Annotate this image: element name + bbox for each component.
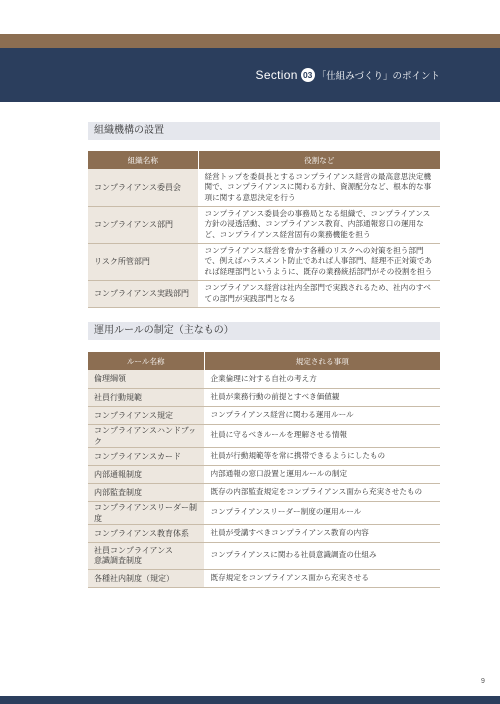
table-row (88, 206, 440, 243)
table-row (88, 465, 440, 483)
table-row (88, 406, 440, 424)
page-number: 9 (481, 678, 485, 685)
rule-content-cell: 既存規定をコンプライアンス面から充実させる (204, 569, 440, 587)
section-title: 「仕組みづくり」のポイント (316, 71, 440, 82)
section-word: Section (255, 68, 298, 82)
section-header (0, 48, 500, 102)
table-row (88, 424, 440, 447)
org-role-cell: 経営トップを委員長とするコンプライアンス経営の最高意思決定機関で、コンプライアンスに関わる方針、資源配分など、根本的な事項に関する意思決定を行う (198, 169, 440, 206)
org-col-header-role: 役割など (198, 151, 440, 169)
table-row (88, 370, 440, 388)
top-accent-band (0, 34, 500, 48)
rule-name-cell: コンプライアンスハンドブック (88, 424, 204, 447)
org-name-cell: リスク所管部門 (88, 243, 198, 280)
rule-name-cell: 倫理綱領 (88, 370, 204, 388)
org-name-cell: コンプライアンス委員会 (88, 169, 198, 206)
table-row (88, 447, 440, 465)
table-row (88, 569, 440, 587)
rule-col-header-name: ルール名称 (88, 352, 204, 370)
table-row (88, 388, 440, 406)
org-table (88, 151, 440, 308)
org-name-cell: コンプライアンス部門 (88, 206, 198, 243)
table-row (88, 243, 440, 280)
table-row (88, 280, 440, 307)
org-role-cell: コンプライアンス経営を脅かす各種のリスクへの対策を担う部門で、例えばハラスメント防止であれば人事部門、経理不正対策であれば経理部門というように、既存の業務統括部門がその役割を担う (198, 243, 440, 280)
table-row (88, 501, 440, 524)
rule-content-cell: コンプライアンス経営に関わる運用ルール (204, 406, 440, 424)
table-row (88, 542, 440, 569)
section-number-badge: 03 (301, 68, 315, 82)
rule-content-cell: 社員が行動規範等を常に携帯できるようにしたもの (204, 447, 440, 465)
rule-content-cell: 内部通報の窓口設置と運用ルールの制定 (204, 465, 440, 483)
org-section-heading: 組織機構の設置 (88, 122, 440, 140)
rule-content-cell: コンプライアンスに関わる社員意識調査の仕組み (204, 542, 440, 569)
org-col-header-name: 組織名称 (88, 151, 198, 169)
rule-content-cell: 社員が業務行動の前提とすべき価値観 (204, 388, 440, 406)
rule-table (88, 352, 440, 588)
rule-name-cell: 内部通報制度 (88, 465, 204, 483)
rule-section-heading: 運用ルールの制定（主なもの） (88, 322, 440, 340)
rule-content-cell: コンプライアンスリーダー制度の運用ルール (204, 501, 440, 524)
bottom-accent-band (0, 696, 500, 704)
rule-content-cell: 既存の内部監査規定をコンプライアンス面から充実させたもの (204, 483, 440, 501)
rule-name-cell: コンプライアンス教育体系 (88, 524, 204, 542)
table-row (88, 169, 440, 206)
org-table-header-row (88, 151, 440, 169)
rule-name-cell: 社員コンプライアンス 意識調査制度 (88, 542, 204, 569)
rule-content-cell: 企業倫理に対する自社の考え方 (204, 370, 440, 388)
rule-name-cell: 各種社内制度（規定） (88, 569, 204, 587)
org-role-cell: コンプライアンス委員会の事務局となる組織で、コンプライアンス方針の浸透活動、コンプライアンス教育、内部通報窓口の運用など、コンプライアンス経営固有の業務機能を担う (198, 206, 440, 243)
rule-name-cell: コンプライアンスリーダー制度 (88, 501, 204, 524)
rule-col-header-content: 規定される事項 (204, 352, 440, 370)
rule-name-cell: 社員行動規範 (88, 388, 204, 406)
rule-content-cell: 社員が受講すべきコンプライアンス教育の内容 (204, 524, 440, 542)
rule-name-cell: 内部監査制度 (88, 483, 204, 501)
org-name-cell: コンプライアンス実践部門 (88, 280, 198, 307)
table-row (88, 524, 440, 542)
table-row (88, 483, 440, 501)
rule-name-cell: コンプライアンス規定 (88, 406, 204, 424)
rule-name-cell: コンプライアンスカード (88, 447, 204, 465)
rule-content-cell: 社員に守るべきルールを理解させる情報 (204, 424, 440, 447)
org-role-cell: コンプライアンス経営は社内全部門で実践されるため、社内のすべての部門が実践部門となる (198, 280, 440, 307)
rule-table-header-row (88, 352, 440, 370)
section-header-title (256, 68, 440, 82)
